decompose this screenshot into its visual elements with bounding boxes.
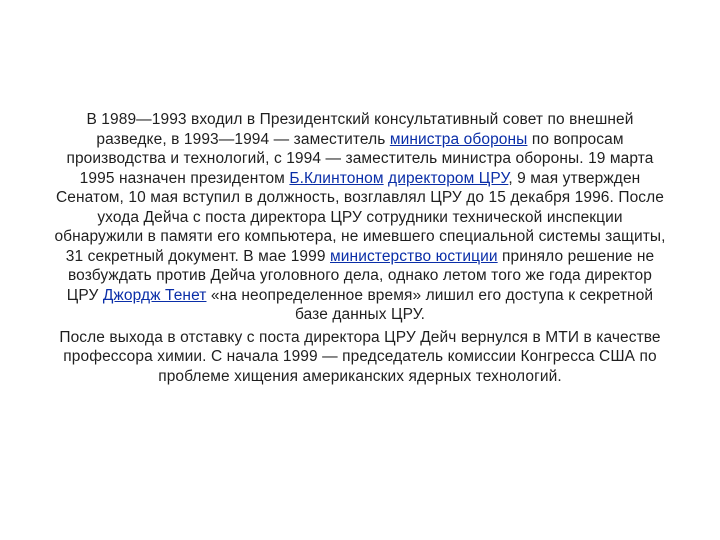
text-segment: приняло решение не возбуждать против Дейча уголовного дела, однако летом того же года директор ЦРУ [66, 247, 655, 304]
link-clinton[interactable]: Б.Клинтоном [289, 169, 384, 187]
link-ministry-of-justice[interactable]: министерство юстиции [330, 247, 498, 265]
link-minister-of-defense[interactable]: министра обороны [389, 130, 528, 148]
paragraph-career [52, 110, 668, 325]
paragraph-after-resignation: После выхода в отставку с поста директора ЦРУ Дейч вернулся в МТИ в качестве профессора химии. С начала 1999 — председатель комиссии Конгресса США по проблеме хищения американских ядерных технологий. [59, 328, 661, 385]
link-cia-director[interactable]: директором ЦРУ [388, 169, 509, 187]
text-segment: по вопросам производства и технологий, с 1994 — заместитель министра обороны. 19 марта 1995 назначен президентом [66, 130, 654, 187]
link-george-tenet[interactable]: Джордж Тенет [102, 286, 207, 304]
article-text [52, 110, 668, 386]
text-segment: «на неопределенное время» лишил его доступа к секретной базе данных ЦРУ. [206, 286, 654, 323]
text-segment: , 9 мая утвержден Сенатом, 10 мая вступил в должность, возглавлял ЦРУ до 15 декабря 1996. После ухода Дейча с поста директора ЦРУ сотрудники технической инспекции обнаружили в памяти его компьютера, не имевшего специальной системы защиты, 31 секретный документ. В мае 1999 [54, 169, 666, 265]
text-segment: В 1989—1993 входил в Президентский консультативный совет по внешней разведке, в 1993—1994 — заместитель [86, 111, 634, 148]
